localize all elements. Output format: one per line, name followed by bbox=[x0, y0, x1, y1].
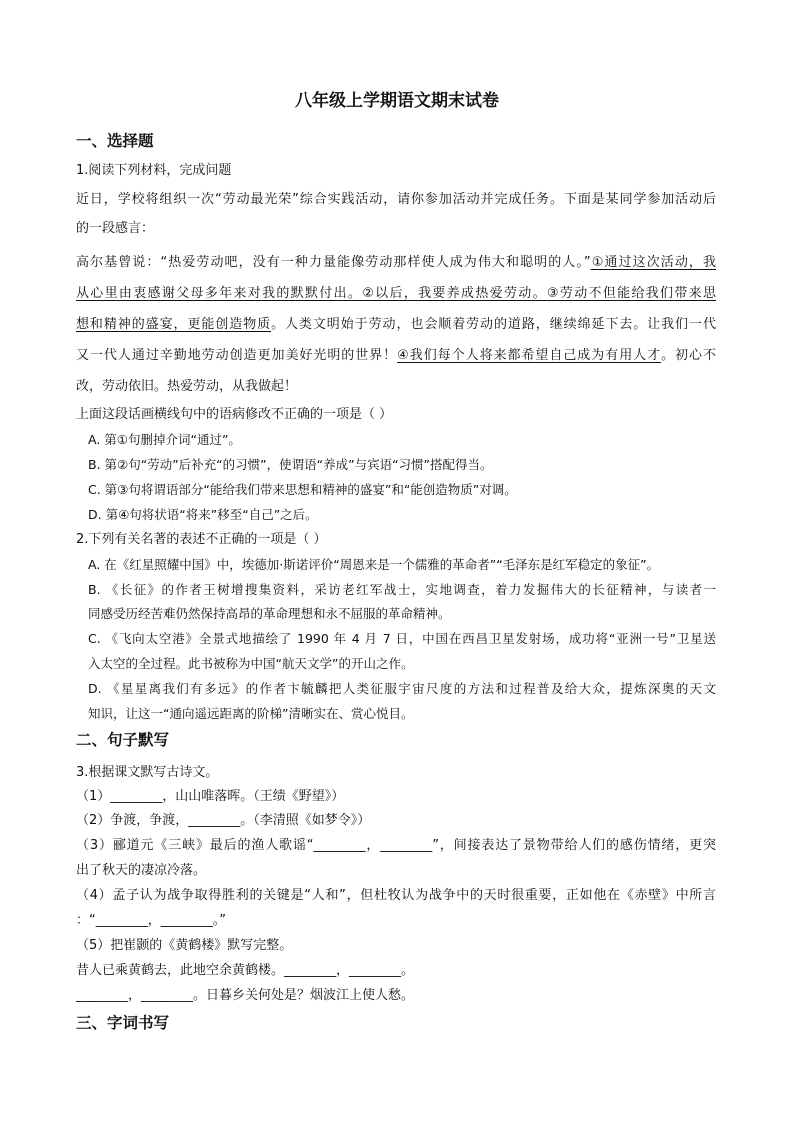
q2-option-c-cont: 入太空的全过程。此书被称为中国“航天文学”的开山之作。 bbox=[88, 656, 414, 671]
q1-question: 上面这段话画横线句中的语病修改不正确的一项是（ ） bbox=[76, 407, 393, 422]
q1-passage-line bbox=[76, 253, 716, 273]
q3-item-3-cont: 出了秋天的凄凉冷落。 bbox=[76, 863, 207, 878]
q1-passage-line bbox=[76, 346, 716, 366]
q3-item-4-cont: ：“________，________。” bbox=[76, 913, 226, 928]
q3-item-5-poem-line: 昔人已乘黄鹤去，此地空余黄鹤楼。________，________。 bbox=[76, 963, 415, 978]
section-heading-dictation: 二、句子默写 bbox=[76, 731, 170, 749]
q2-option-b: B. 《长征》的作者王树增搜集资料，采访老红军战士，实地调查，着力发掘伟大的长征精神，与读者一 bbox=[88, 582, 716, 597]
exam-title: 八年级上学期语文期末试卷 bbox=[295, 91, 499, 111]
underlined-sentence-2: ②以后，我要养成热爱劳动。 bbox=[362, 286, 547, 301]
q3-item-3: （3）郦道元《三峡》最后的渔人歌谣“________，________”，间接表达了景物带给人们的感伤情绪，更突 bbox=[76, 838, 716, 853]
q3-stem: 3.根据课文默写古诗文。 bbox=[76, 765, 219, 780]
q2-option-d-cont: 知识，让这一“通向遥远距离的阶梯”清晰实在、赏心悦目。 bbox=[88, 706, 414, 721]
q1-passage-line bbox=[76, 284, 716, 304]
q3-item-4: （4）孟子认为战争取得胜利的关键是“人和”，但杜牧认为战争中的天时很重要，正如他在《赤壁》中所言 bbox=[76, 888, 716, 903]
q1-option-d: D. 第④句将状语“将来”移至“自己”之后。 bbox=[88, 507, 318, 522]
plain-text: 。人类文明始于劳动，也会顺着劳动的道路，继续绵延下去。让我们一代 bbox=[271, 317, 716, 332]
q1-option-a: A. 第①句删掉介词“通过”。 bbox=[88, 432, 241, 447]
plain-text: 高尔基曾说：“热爱劳动吧，没有一种力量能像劳动那样使人成为伟大和聪明的人。” bbox=[76, 255, 591, 270]
q2-option-d: D. 《星星离我们有多远》的作者卞毓麟把人类征服宇宙尺度的方法和过程普及给大众，提炼深奥的天文 bbox=[88, 681, 716, 696]
q2-option-a: A. 在《红星照耀中国》中，埃德加·斯诺评价“周恩来是一个儒雅的革命者”“毛泽东是红军稳定的象征”。 bbox=[88, 557, 660, 572]
underlined-sentence-3: 想和精神的盛宴，更能创造物质 bbox=[76, 317, 272, 332]
underlined-sentence-4: ④我们每个人将来都希望自己成为有用人才 bbox=[397, 348, 662, 363]
q3-item-1: （1）________，山山唯落晖。（王绩《野望》） bbox=[76, 789, 345, 804]
q2-option-c: C. 《飞向太空港》全景式地描绘了 1990 年 4 月 7 日，中国在西昌卫星发射场，成功将“亚洲一号”卫星送 bbox=[88, 631, 716, 646]
section-heading-writing: 三、字词书写 bbox=[76, 1014, 170, 1032]
section-heading-choice: 一、选择题 bbox=[76, 132, 154, 150]
q1-stem: 1.阅读下列材料，完成问题 bbox=[76, 163, 232, 178]
underlined-sentence-3: ③劳动不但能给我们带来思 bbox=[546, 286, 716, 301]
plain-text: 。初心不 bbox=[661, 348, 716, 363]
q1-passage-line: 改，劳动依旧。热爱劳动，从我做起！ bbox=[76, 379, 298, 394]
q3-item-2: （2）争渡，争渡，________。（李清照《如梦令》） bbox=[76, 813, 371, 828]
q1-passage-line: 近日，学校将组织一次“劳动最光荣”综合实践活动，请你参加活动并完成任务。下面是某同学参加活动后 bbox=[76, 192, 716, 207]
q2-stem: 2.下列有关名著的表述不正确的一项是（ ） bbox=[76, 532, 327, 547]
q1-passage-line: 的一段感言： bbox=[76, 221, 155, 236]
underlined-sentence-1: 从心里由衷感谢父母多年来对我的默默付出。 bbox=[76, 286, 363, 301]
q3-item-5-poem-line: ________，________。日暮乡关何处是？烟波江上使人愁。 bbox=[76, 988, 415, 1003]
underlined-sentence-1: ①通过这次活动，我 bbox=[590, 255, 716, 270]
plain-text: 又一代人通过辛勤地劳动创造更加美好光明的世界！ bbox=[76, 348, 398, 363]
q1-passage-line bbox=[76, 315, 716, 335]
q3-item-5: （5）把崔颢的《黄鹤楼》默写完整。 bbox=[76, 938, 293, 953]
q1-option-c: C. 第③句将谓语部分“能给我们带来思想和精神的盛宴”和“能创造物质”对调。 bbox=[88, 482, 517, 497]
q1-option-b: B. 第②句“劳动”后补充“的习惯”，使谓语“养成”与宾语“习惯”搭配得当。 bbox=[88, 457, 493, 472]
q2-option-b-cont: 同感受历经苦难仍然保持高昂的革命理想和永不屈服的革命精神。 bbox=[88, 606, 451, 621]
